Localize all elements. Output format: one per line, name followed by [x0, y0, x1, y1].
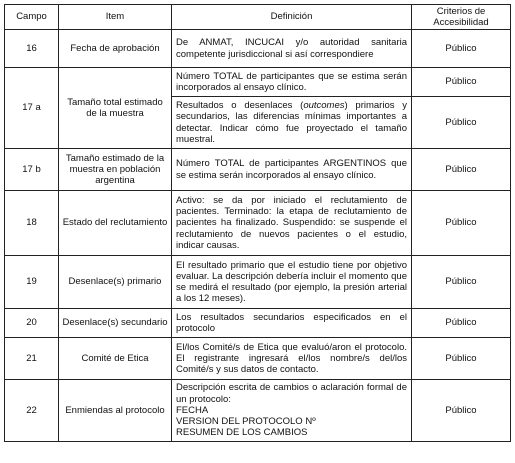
campo-cell: 18	[5, 191, 59, 256]
item-cell: Estado del reclutamiento	[59, 191, 172, 256]
campo-cell: 16	[5, 30, 59, 68]
table-row	[5, 149, 511, 191]
table-row	[5, 338, 511, 380]
table-row	[5, 68, 511, 97]
definition-cell: De ANMAT, INCUCAI y/o autoridad sanitaria competente jurisdiccional si así correspondiere	[172, 30, 412, 68]
item-cell: Comité de Etica	[59, 338, 172, 380]
campo-cell: 20	[5, 309, 59, 338]
header-campo: Campo	[5, 5, 59, 30]
header-definicion: Definición	[172, 5, 412, 30]
definition-cell: Activo: se da por iniciado el reclutamiento de pacientes. Terminado: la etapa de reclutamiento de pacientes ha finalizado. Suspendido: se suspende el reclutamiento de nuevos pacientes o el estudio, indicar causas.	[172, 191, 412, 256]
campo-cell: 21	[5, 338, 59, 380]
criteria-cell: Público	[412, 97, 511, 149]
definition-cell: Los resultados secundarios especificados en el protocolo	[172, 309, 412, 338]
criteria-cell: Público	[412, 380, 511, 442]
criteria-cell: Público	[412, 149, 511, 191]
item-cell: Tamaño estimado de la muestra en población argentina	[59, 149, 172, 191]
definition-cell	[172, 380, 412, 442]
definition-italic-text: outcomes	[303, 100, 345, 112]
item-cell: Desenlace(s) secundario	[59, 309, 172, 338]
criteria-cell: Público	[412, 256, 511, 309]
item-cell: Tamaño total estimado de la muestra	[59, 68, 172, 149]
table-row	[5, 309, 511, 338]
criteria-cell: Público	[412, 191, 511, 256]
definition-cell: Número TOTAL de participantes ARGENTINOS que se estima serán incorporados al ensayo clínico.	[172, 149, 412, 191]
campo-cell: 17 a	[5, 68, 59, 149]
header-item: Item	[59, 5, 172, 30]
definition-cell: El/los Comité/s de Etica que evaluó/aron el protocolo. El registrante ingresará el/los nombre/s del/los Comité/s y sus datos de contacto.	[172, 338, 412, 380]
table-row	[5, 191, 511, 256]
item-cell: Desenlace(s) primario	[59, 256, 172, 309]
table-row	[5, 380, 511, 442]
fields-table	[4, 4, 511, 442]
criteria-cell: Público	[412, 309, 511, 338]
criteria-cell: Público	[412, 338, 511, 380]
campo-cell: 19	[5, 256, 59, 309]
definition-line: RESUMEN DE LOS CAMBIOS	[176, 427, 308, 439]
definition-cell: Número TOTAL de participantes que se estima serán incorporados al ensayo clínico.	[172, 68, 412, 97]
header-criterios: Criterios de Accesibilidad	[412, 5, 511, 30]
definition-line: FECHA	[176, 404, 209, 416]
definition-text: Resultados o desenlaces (	[176, 100, 304, 112]
definition-text: ) primarios y secundarios, las diferencias mínimas importantes a detectar. Indicar cómo fue proyectado el tamaño muestral.	[176, 100, 407, 145]
item-cell: Fecha de aprobación	[59, 30, 172, 68]
definition-cell	[172, 97, 412, 149]
definition-text: Descripción escrita de cambios o aclaración formal de un protocolo:	[176, 382, 407, 405]
item-cell: Enmiendas al protocolo	[59, 380, 172, 442]
campo-cell: 22	[5, 380, 59, 442]
definition-cell: El resultado primario que el estudio tiene por objetivo evaluar. La descripción debería incluir el momento que se medirá el resultado (por ejemplo, la presión arterial a los 12 meses).	[172, 256, 412, 309]
criteria-cell: Público	[412, 30, 511, 68]
table-row	[5, 30, 511, 68]
definition-line: VERSION DEL PROTOCOLO Nº	[176, 416, 316, 428]
table-row	[5, 256, 511, 309]
criteria-cell: Público	[412, 68, 511, 97]
campo-cell: 17 b	[5, 149, 59, 191]
header-row	[5, 5, 511, 30]
